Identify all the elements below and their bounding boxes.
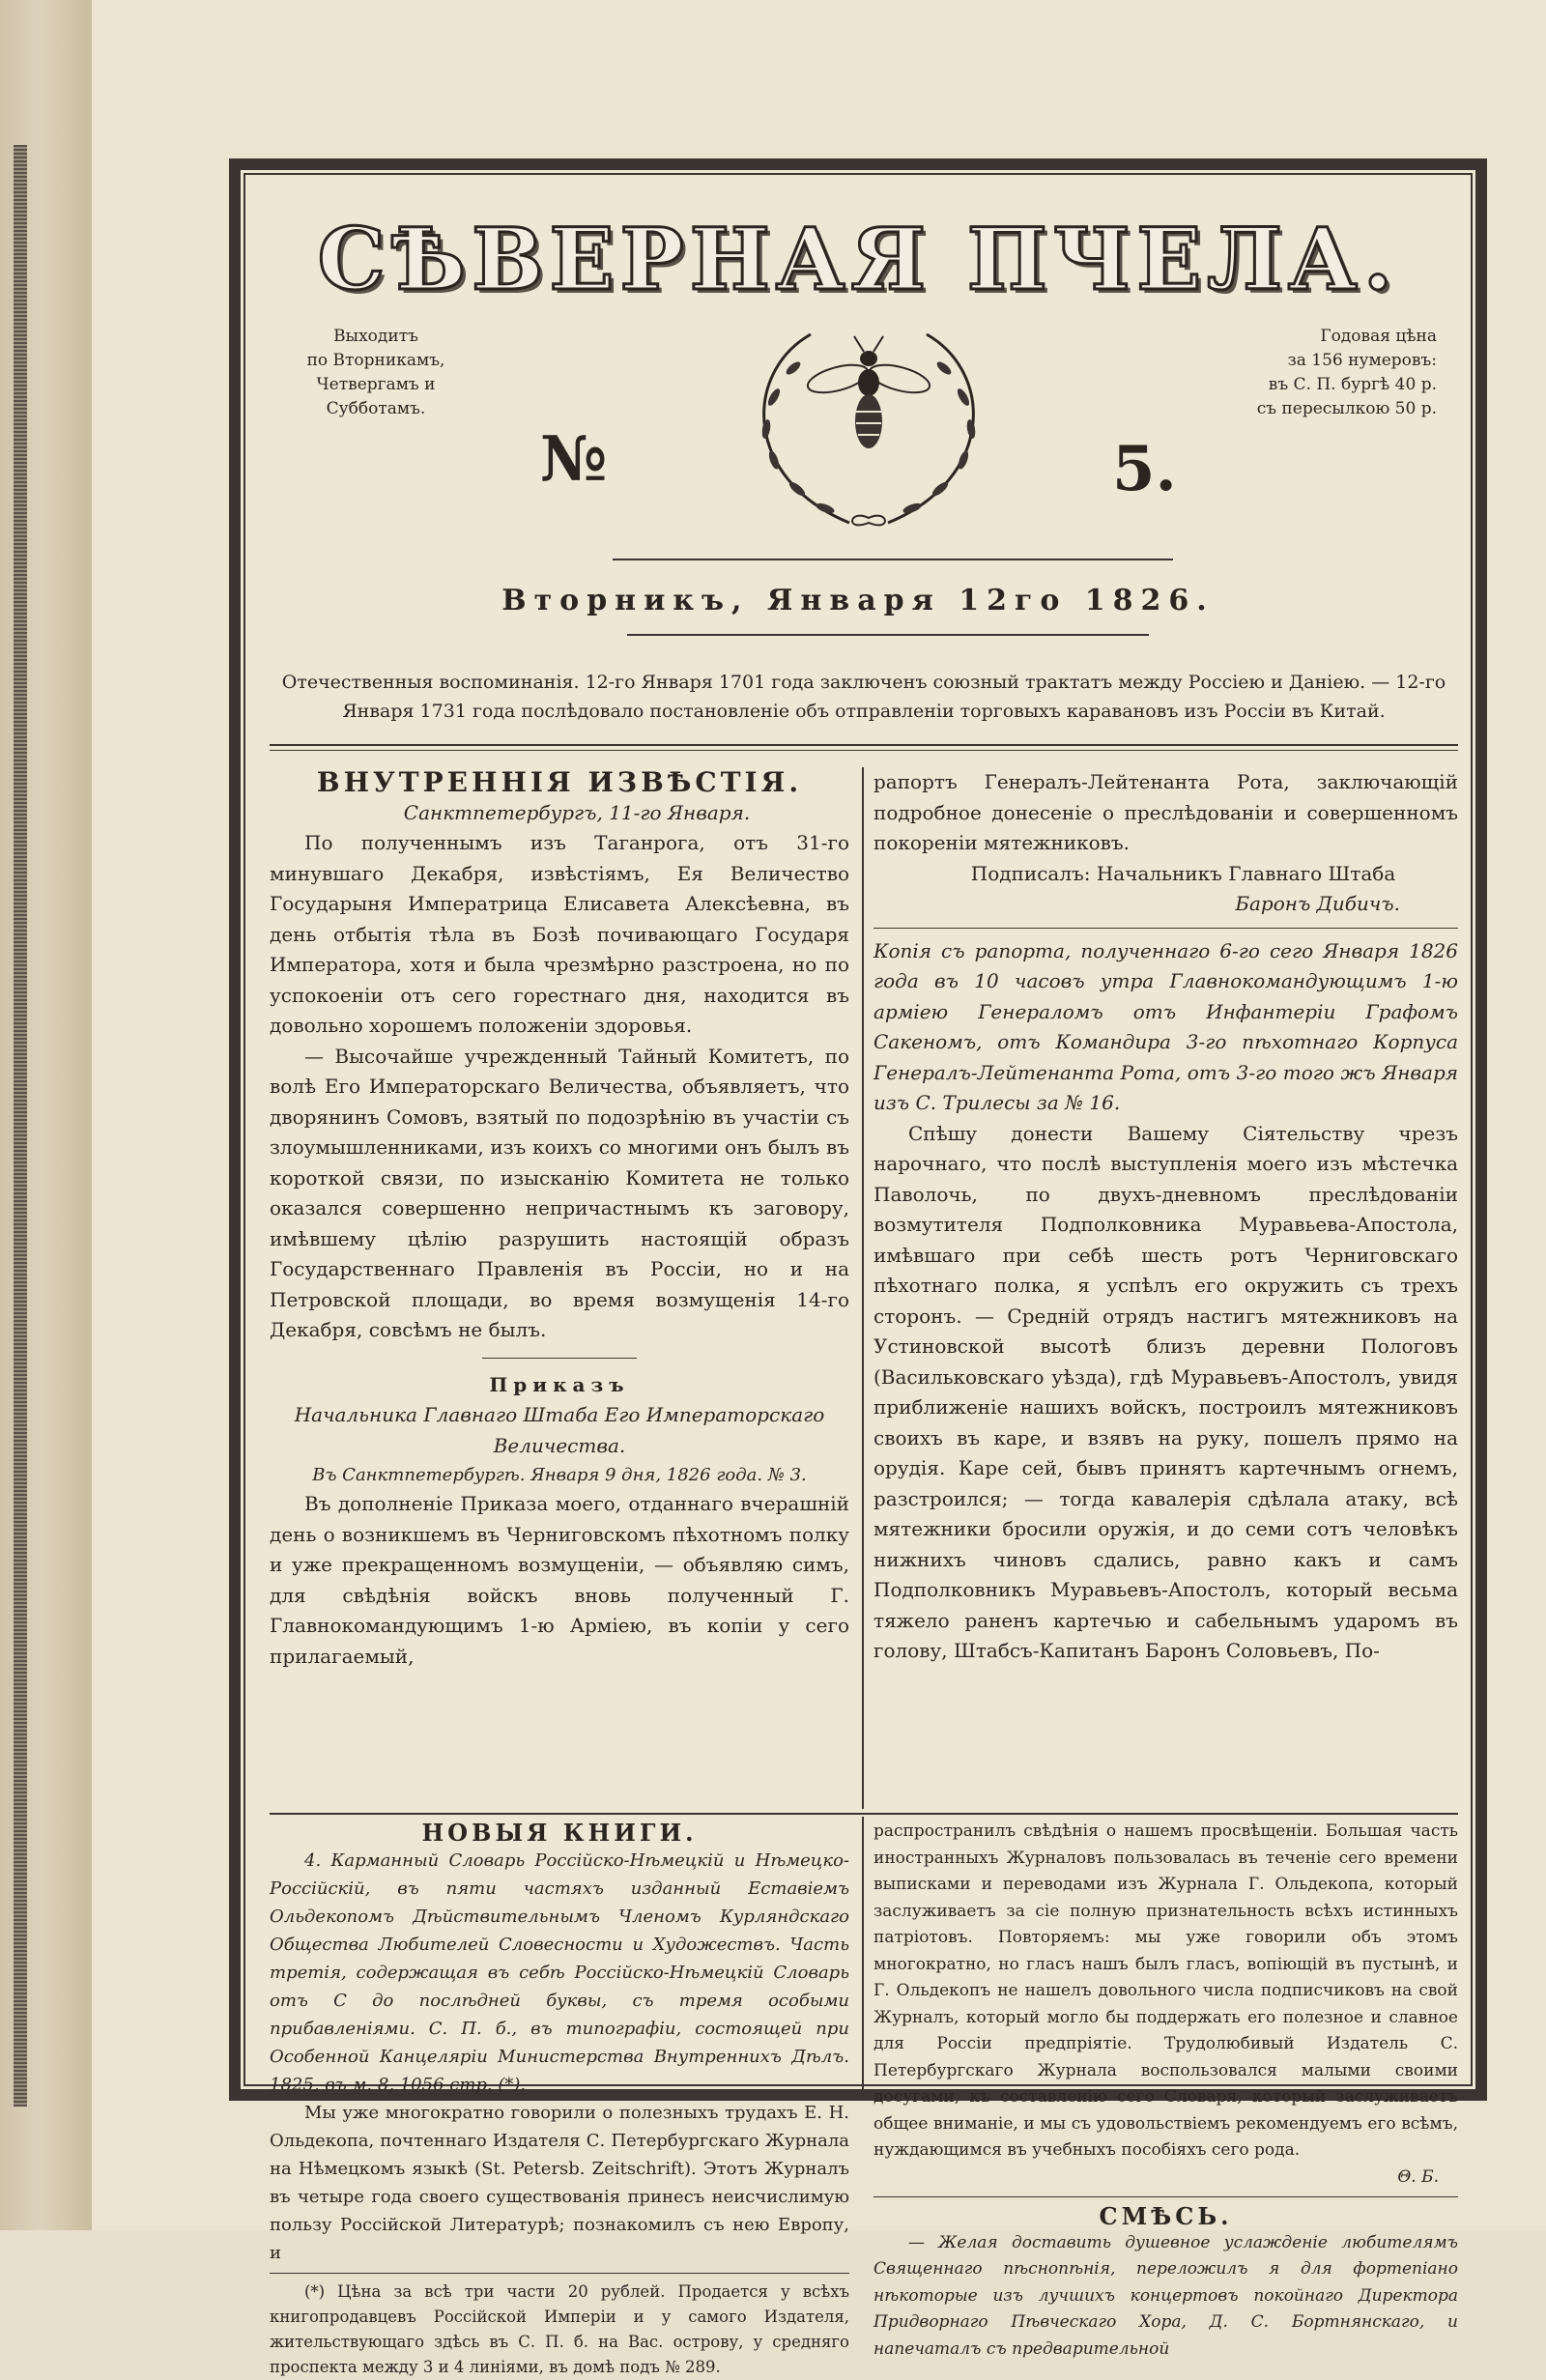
- subscription-price: [1244, 325, 1437, 421]
- report-column: [873, 767, 1458, 1667]
- book-footnote: (*) Цѣна за всѣ три части 20 рублей. Продается у всѣхъ книгопродавцевъ Россійской Имперіи и у самого Издателя, жительствующаго здѣсь въ С. П. б. на Вас. острову, у средняго проспекта между 3 и 4 линіями, въ домѣ подъ № 289.: [270, 2282, 849, 2376]
- order-subtitle: Начальника Главнаго Штаба Его Императорскаго Величества.: [294, 1403, 825, 1457]
- footnote-rule: [270, 2273, 849, 2274]
- date-rule: [627, 634, 1149, 636]
- domestic-news-heading: ВНУТРЕННІЯ ИЗВѢСТІЯ.: [316, 766, 803, 798]
- issue-date: Вторникъ, Января 12го 1826.: [501, 584, 1215, 617]
- report-copy-caption: Копія съ рапорта, полученнаго 6-го сего Января 1826 года въ 10 часовъ утра Главнокомандующимъ 1-ю арміею Генераломъ отъ Инфантеріи Графомъ Сакеномъ, отъ Командира 3-го пѣхотнаго Корпуса Генералъ-Лейтенанта Рота, отъ 3-го того жъ Января изъ С. Трилесы за № 16.: [873, 938, 1458, 1114]
- publication-schedule: [279, 325, 472, 421]
- bee-icon: [805, 336, 932, 448]
- book-review-paragraph: Мы уже многократно говорили о полезныхъ трудахъ Е. Н. Ольдекопа, почтеннаго Издателя С. Петербургскаго Журнала на Нѣмецкомъ языкѣ (St. Petersb. Zeitschrift). Этотъ Журналъ въ четыре года своего существованія принесъ неисчислимую пользу Россійской Литературѣ; познакомилъ съ нею Европу, и: [270, 2103, 849, 2263]
- mix-heading: СМѢСЬ.: [1099, 2202, 1233, 2230]
- book-review-paragraph: распространилъ свѣдѣнія о нашемъ просвѣщеніи. Большая часть иностранныхъ Журналовъ пользовалась въ теченіе сего времени выписками и переводами изъ Журнала Г. Ольдекопа, который заслуживаетъ за сіе полную признательность всѣхъ истинныхъ патріотовъ. Повторяемъ: мы уже говорили объ этомъ многократно, но гласъ нашъ былъ гласъ, вопіющій въ пустынѣ, и Г. Ольдекопъ не нашелъ довольного числа подписчиковъ на свой Журналъ, который могло бы поддержать его полезное и славное для Россіи предпріятіе. Трудолюбивый Издатель С. Петербургскаго Журнала воспользовался малыми своими досугами, къ составленію сего Словаря, который заслуживаетъ общее вниманіе, и мы съ удовольствіемъ рекомендуемъ его всѣмъ, нуждающимся въ учебныхъ пособіяхъ сего рода.: [873, 1821, 1458, 2160]
- book-review-continued: [873, 1819, 1458, 2363]
- domestic-news-column: [270, 767, 849, 1672]
- adjacent-page-column: [14, 145, 27, 2107]
- mix-paragraph: — Желая доставить душевное услажденіе любителямъ Священнаго пѣснопѣнія, переложилъ я для фортепіано нѣкоторые изъ лучшихъ концертовъ покойнаго Директора Придворнаго Пѣвческаго Хора, Д. С. Бортнянскаго, и напечаталъ съ предварительной: [873, 2232, 1458, 2359]
- order-title: Приказъ: [489, 1372, 630, 1396]
- divider: [873, 928, 1458, 929]
- dateline-place: Санктпетербургъ, 11-го Января.: [403, 800, 751, 824]
- price-line: за 156 нумеровъ:: [1287, 351, 1437, 370]
- column-divider: [862, 1817, 864, 2097]
- section-rule-thin: [270, 750, 1458, 751]
- price-line: съ пересылкою 50 р.: [1256, 399, 1437, 418]
- news-paragraph: По полученнымъ изъ Таганрога, отъ 31-го минувшаго Декабря, извѣстіямъ, Ея Величество Государыня Императрица Елисавета Алексѣевна, въ день отбытія тѣла въ Бозѣ почивающаго Государя Императора, хотя и была чрезмѣрно разстроена, но по успокоеніи отъ сего горестнаго дня, находится въ довольно хорошемъ положеніи здоровья.: [270, 831, 849, 1037]
- book-entry: 4. Карманный Словарь Россійско-Нѣмецкій и Нѣмецко-Россійскій, въ пяти частяхъ изданный Еставіемъ Ольдекопомъ Дѣйствительнымъ Членомъ Курляндскаго Общества Любителей Словесности и Художествъ. Часть третія, содержащая въ себѣ Россійско-Нѣмецкій Словарь отъ С до послѣдней буквы, съ тремя особыми прибавленіями. С. П. б., въ типографіи, состоящей при Особенной Канцеляріи Министерства Внутреннихъ Дѣлъ. 1825, въ м. 8, 1056 стр. (*).: [270, 1850, 849, 2095]
- order-paragraph: Въ дополненіе Приказа моего, отданнаго вчерашній день о возникшемъ въ Черниговскомъ пѣхотномъ полку и уже прекращенномъ возмущеніи, — объявляю симъ, для свѣдѣнія войскъ вновь полученный Г. Главнокомандующимъ 1-ю Арміею, въ копіи у сего прилагаемый,: [270, 1492, 849, 1668]
- new-books-heading: НОВЫЯ КНИГИ.: [421, 1819, 698, 1847]
- divider: [482, 1358, 637, 1359]
- price-line: Годовая цѣна: [1320, 327, 1437, 346]
- order-date: Въ Санктпетербургѣ. Января 9 дня, 1826 года. № 3.: [312, 1465, 807, 1485]
- schedule-line: Субботамъ.: [326, 399, 426, 418]
- price-line: въ С. П. бургѣ 40 р.: [1268, 375, 1437, 394]
- section-rule: [270, 1813, 1458, 1815]
- review-signature: Θ. Б.: [1397, 2166, 1439, 2187]
- masthead-title: СѢВЕРНАЯ ПЧЕЛА.: [317, 209, 1399, 309]
- report-paragraph: рапортъ Генералъ-Лейтенанта Рота, заключающій подробное донесеніе о преслѣдованіи и совершенномъ покореніи мятежниковъ.: [873, 770, 1458, 854]
- adjacent-page-edge: [0, 0, 94, 2230]
- news-paragraph: — Высочайше учрежденный Тайный Комитетъ, по волѣ Его Императорскаго Величества, объявляетъ, что дворянинъ Сомовъ, взятый по подозрѣнію въ участіи съ злоумышленниками, изъ коихъ со многими онъ былъ въ короткой связи, по изысканію Комитета не только оказался совершенно непричастнымъ къ заговору, имѣвшему цѣлію разрушить настоящій образъ Государственнаго Правленія въ Россіи, но и на Петровской площади, во время возмущенія 14-го Декабря, совсѣмъ не былъ.: [270, 1044, 849, 1341]
- schedule-line: Выходитъ: [333, 327, 418, 346]
- column-divider: [862, 767, 864, 1809]
- page-frame: [229, 158, 1487, 2376]
- newspaper-page: [92, 0, 1546, 2376]
- issue-number-label: №: [540, 423, 608, 496]
- national-memories: Отечественныя воспоминанія. 12-го Января 1701 года заключенъ союзный трактатъ между Россіею и Даніею. — 12-го Января 1731 года послѣдовало постановленіе объ отправленіи торговыхъ каравановъ изъ Россіи въ Китай.: [281, 672, 1446, 722]
- issue-number: 5.: [1112, 433, 1177, 505]
- title-rule: [613, 559, 1173, 560]
- new-books-column: [270, 1819, 849, 2380]
- divider: [873, 2196, 1458, 2197]
- report-paragraph: Спѣшу донести Вашему Сіятельству чрезъ нарочнаго, что послѣ выступленія моего изъ мѣстечка Паволочь, по двухъ-дневномъ преслѣдованіи возмутителя Подполковника Муравьева-Апостола, имѣвшаго при себѣ шесть ротъ Черниговскаго пѣхотнаго полка, я успѣлъ его окружить съ трехъ сторонъ. — Средній отрядъ настигъ мятежниковъ на Устиновской высотѣ близъ деревни Пологовъ (Васильковскаго уѣзда), гдѣ Муравьевъ-Апостолъ, увидя приближеніе нашихъ войскъ, построилъ мятежниковъ своихъ въ каре, и взявъ на руку, пошелъ прямо на орудія. Каре сей, бывъ принятъ картечнымъ огнемъ, разстроился; — тогда кавалерія сдѣлала атаку, всѣ мятежники бросили оружія, и до семи сотъ человѣкъ нижнихъ чиновъ сдались, равно какъ и самъ Подполковникъ Муравьевъ-Апостолъ, который весьма тяжело раненъ картечью и сабельнымъ ударомъ въ голову, Штабсъ-Капитанъ Баронъ Соловьевъ, По-: [873, 1121, 1458, 1662]
- section-rule: [270, 744, 1458, 746]
- schedule-line: Четвергамъ и: [316, 375, 436, 394]
- signed-line: Подписалъ: Начальникъ Главнаго Штаба: [970, 861, 1396, 885]
- signer: Баронъ Дибичъ.: [1235, 892, 1400, 915]
- schedule-line: по Вторникамъ,: [306, 351, 445, 370]
- bee-wreath-emblem: [704, 315, 1033, 537]
